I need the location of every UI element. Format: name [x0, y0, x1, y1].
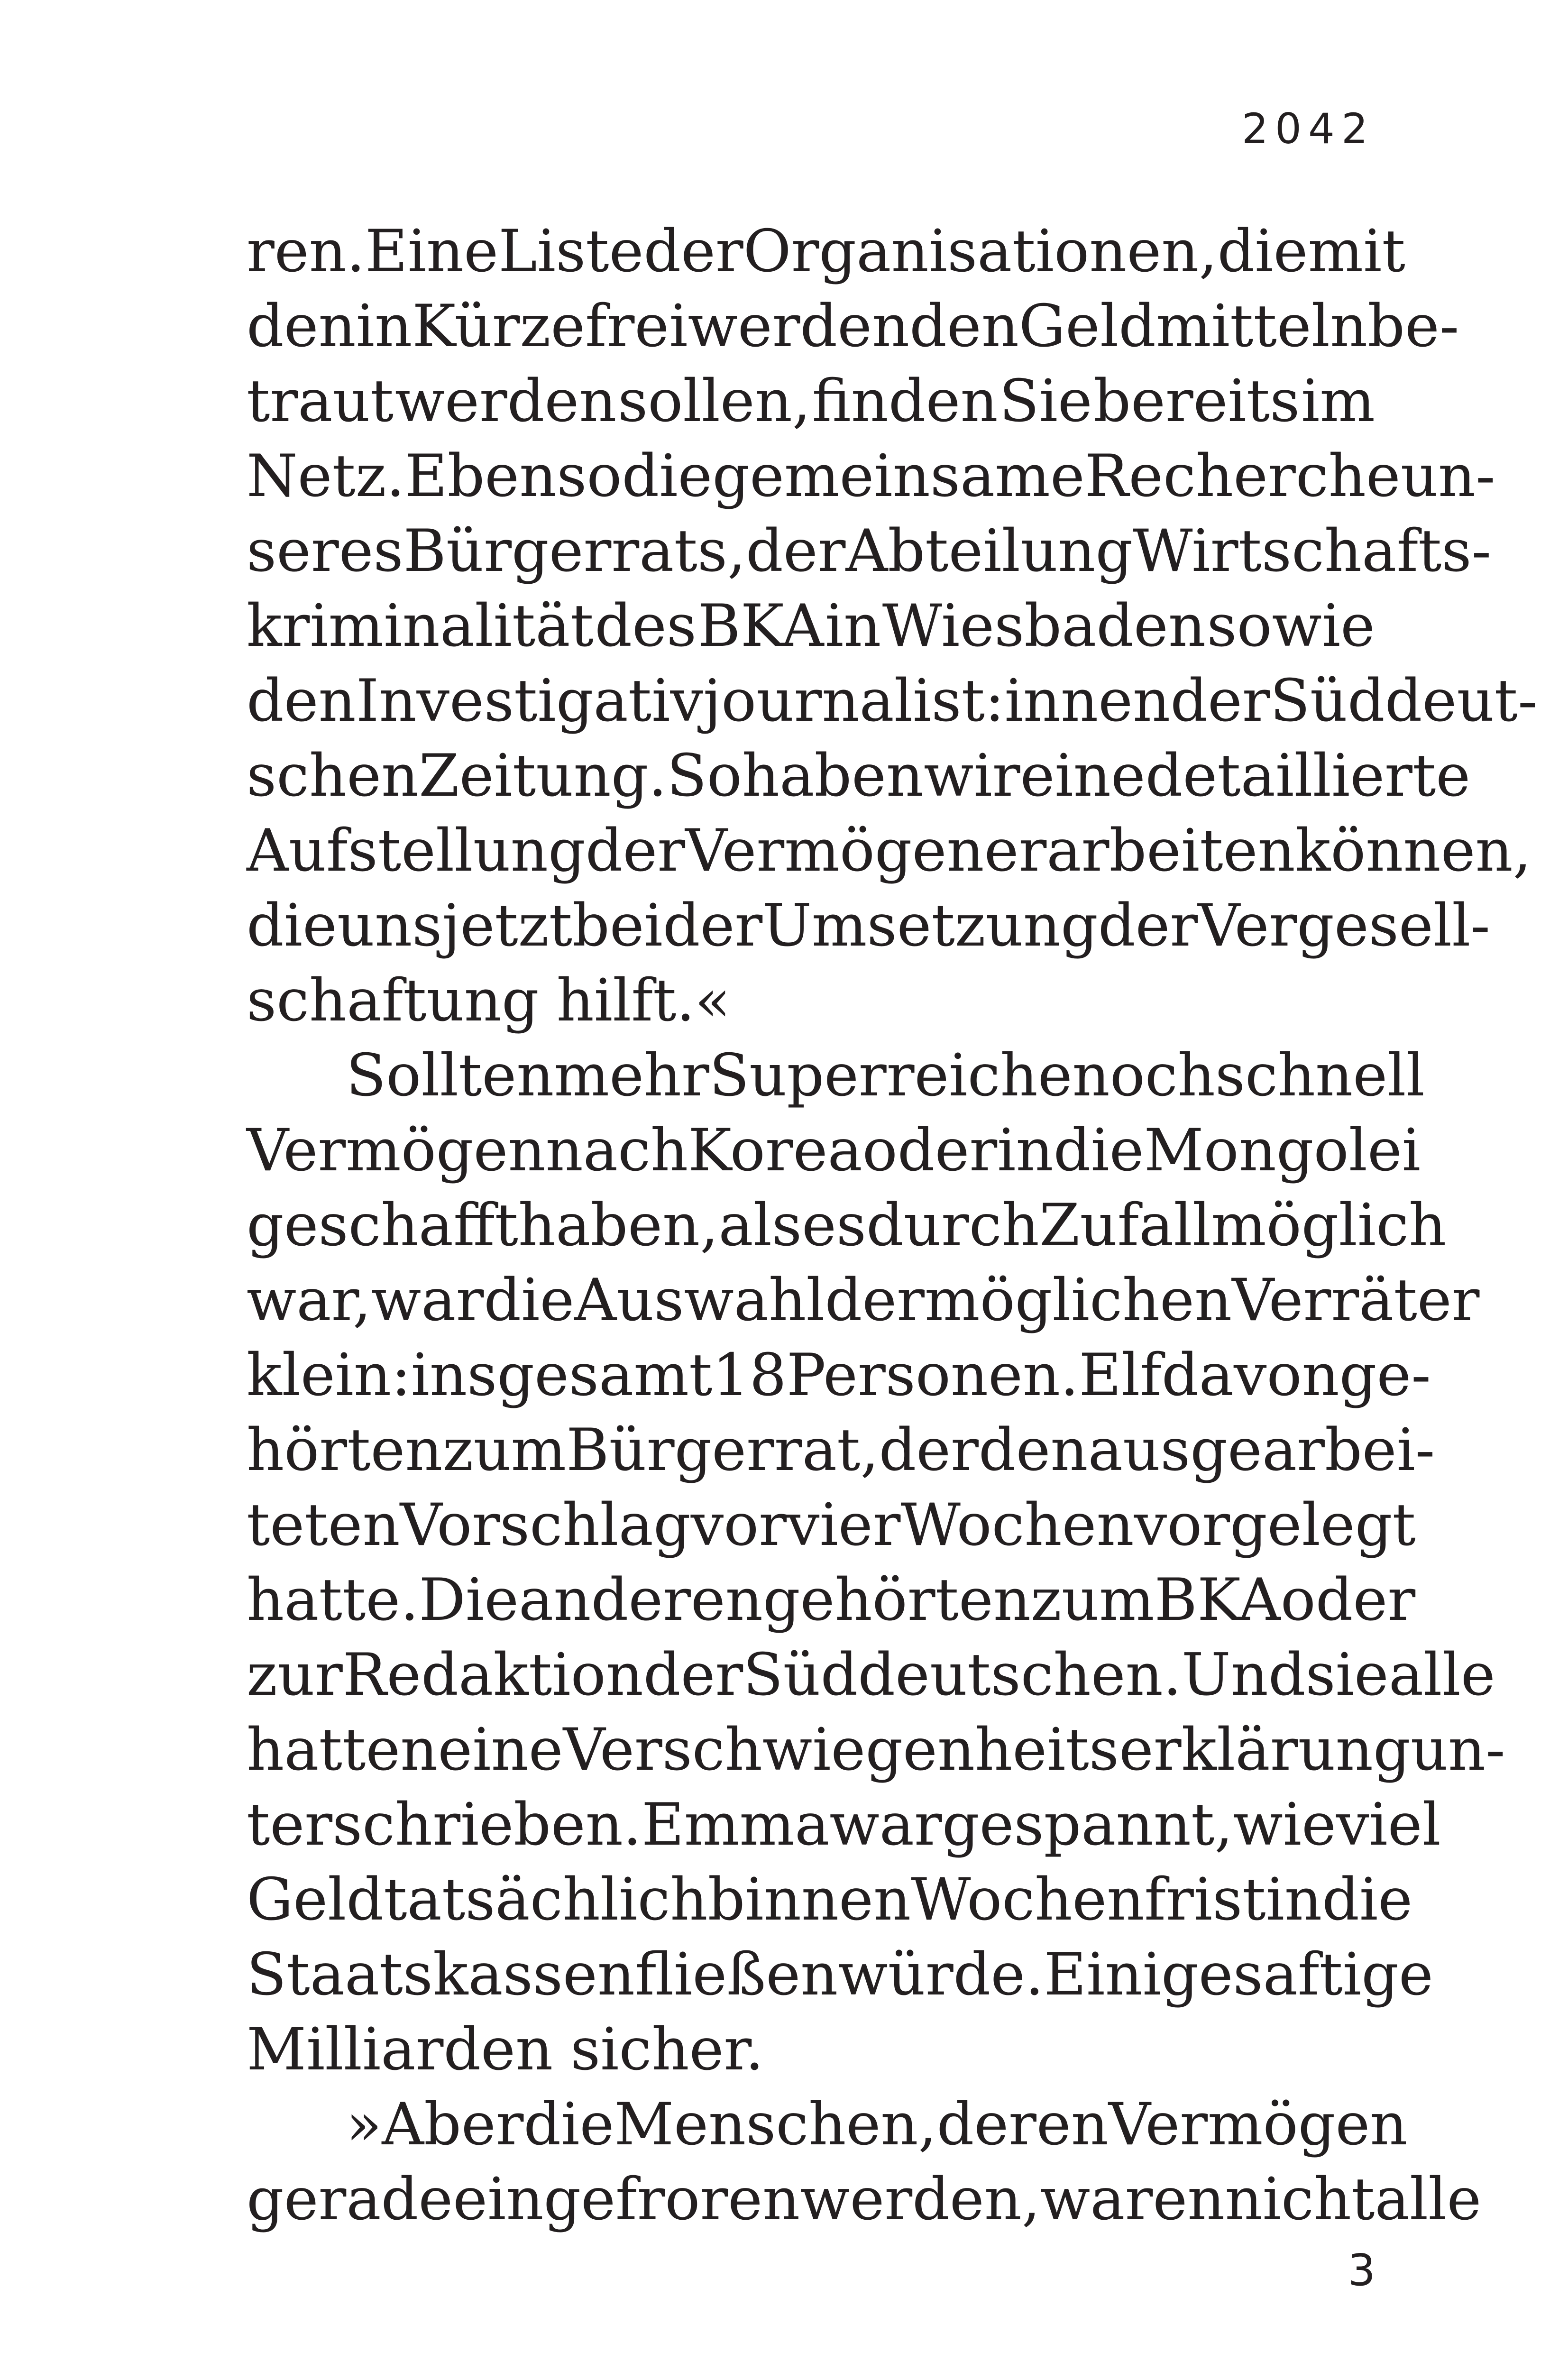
word: Zufall: [1039, 1192, 1211, 1259]
word: schen: [247, 742, 419, 810]
word: Verräter: [1232, 1267, 1480, 1334]
word: in: [825, 592, 881, 660]
word: würde.: [838, 1941, 1044, 2009]
text-line: [247, 1113, 1421, 1188]
text-line: [247, 1188, 1447, 1263]
word: 18: [712, 1342, 787, 1409]
word: im: [1301, 368, 1375, 435]
word: Süddeut-: [1270, 667, 1538, 735]
word: eine: [438, 1716, 563, 1784]
word: Vermögen: [1108, 2091, 1408, 2159]
word: sie: [1305, 1641, 1389, 1709]
text-line: [247, 1338, 1431, 1413]
text-line: [247, 1413, 1435, 1488]
word: Aufstellung: [247, 817, 586, 885]
word: Wochen: [900, 1491, 1134, 1559]
word: der: [746, 517, 846, 585]
text-line: [247, 1638, 1495, 1713]
word: bereits: [1093, 368, 1300, 435]
word: der: [1170, 667, 1270, 735]
word: hörten: [247, 1416, 443, 1484]
word: kriminalität: [247, 592, 594, 660]
word: als: [718, 1192, 802, 1259]
text-line: [247, 2013, 1375, 2087]
word: oder: [862, 1117, 998, 1185]
word: schnell: [1215, 1042, 1425, 1110]
word: Süddeutschen.: [743, 1641, 1182, 1709]
word: Investigativjournalist:innen: [356, 667, 1171, 735]
word: hatten: [247, 1716, 438, 1784]
word: anderen: [519, 1566, 763, 1634]
word: Eine: [365, 218, 499, 285]
word: in: [356, 293, 413, 360]
word: die: [1053, 1117, 1144, 1185]
word: können,: [1295, 817, 1531, 885]
word: gehörten: [762, 1566, 1031, 1634]
word: un-: [1410, 1716, 1505, 1784]
word: der: [585, 817, 686, 885]
word: Einige: [1044, 1941, 1233, 2009]
word: alle: [1375, 2166, 1482, 2233]
word: die: [1217, 218, 1308, 285]
word: tatsächlich: [384, 1866, 708, 1934]
word: Redaktion: [342, 1641, 643, 1709]
word: die: [622, 442, 713, 510]
word: Korea: [688, 1117, 862, 1185]
text-line: [247, 1788, 1441, 1863]
word: Milliarden: [247, 2016, 553, 2084]
word: wir: [924, 742, 1020, 810]
word: Geldmitteln: [1018, 293, 1368, 360]
word: hatte.: [247, 1566, 419, 1634]
word: waren: [1040, 2166, 1225, 2233]
word: der: [879, 1416, 979, 1484]
word: die: [523, 2091, 614, 2159]
word: mit: [1308, 218, 1405, 285]
body-text: [247, 214, 1538, 2237]
word: sollen,: [618, 368, 811, 435]
word: vier: [787, 1491, 901, 1559]
word: ausgearbei-: [1088, 1416, 1435, 1484]
word: Netz.: [247, 442, 405, 510]
text-line: [247, 214, 1405, 289]
word: war: [371, 1267, 484, 1334]
word: schaftung: [247, 967, 539, 1035]
word: Zeitung.: [419, 742, 667, 810]
word: binnen: [707, 1866, 911, 1934]
word: jetzt: [442, 892, 573, 960]
text-line: [247, 1488, 1416, 1563]
word: Wirtschafts-: [1133, 517, 1492, 585]
word: bei: [572, 892, 663, 960]
word: Personen.: [786, 1342, 1079, 1409]
word: in: [997, 1117, 1054, 1185]
word: Wiesbaden: [882, 592, 1206, 660]
text-line: [247, 364, 1375, 439]
word: ge-: [1339, 1342, 1431, 1409]
word: ren.: [247, 218, 365, 285]
word: möglich: [1211, 1192, 1447, 1259]
word: BKA: [1154, 1566, 1281, 1634]
word: durch: [866, 1192, 1039, 1259]
word: teten: [247, 1491, 400, 1559]
word: Elf: [1079, 1342, 1162, 1409]
word: alle: [1388, 1641, 1495, 1709]
word: Vorschlag: [400, 1491, 691, 1559]
word: Abteilung: [845, 517, 1133, 585]
text-line: [247, 2162, 1482, 2237]
word: un-: [1400, 442, 1495, 510]
running-title: 2042: [1242, 104, 1375, 153]
word: Vermögen: [685, 817, 984, 885]
word: Superreiche: [709, 1042, 1073, 1110]
word: fließen: [635, 1941, 838, 2009]
word: in: [1265, 1866, 1322, 1934]
word: war: [829, 1791, 942, 1859]
word: nach: [545, 1117, 688, 1185]
word: es: [802, 1192, 867, 1259]
word: zur: [247, 1641, 343, 1709]
text-line: [247, 889, 1490, 964]
word: uns: [337, 892, 442, 960]
page-number: 3: [1348, 2245, 1375, 2296]
word: der: [1098, 892, 1198, 960]
text-line: [247, 814, 1531, 889]
word: vorgelegt: [1134, 1491, 1416, 1559]
word: BKA: [697, 592, 824, 660]
word: zum: [1030, 1566, 1155, 1634]
text-line: [247, 439, 1495, 514]
word: gespannt,: [942, 1791, 1233, 1859]
word: oder: [1280, 1566, 1416, 1634]
word: der: [643, 218, 743, 285]
word: werden: [394, 368, 617, 435]
word: die: [247, 892, 337, 960]
word: die: [1322, 1866, 1413, 1934]
text-line: [247, 664, 1538, 739]
text-line: [247, 289, 1459, 364]
word: seres: [247, 517, 403, 585]
text-line: [247, 1713, 1505, 1788]
word: den: [978, 1416, 1088, 1484]
word: Emma: [642, 1791, 830, 1859]
word: möglichen: [924, 1267, 1232, 1334]
word: Vergesell-: [1198, 892, 1490, 960]
word: der: [662, 892, 763, 960]
word: davon: [1161, 1342, 1339, 1409]
word: Umsetzung: [762, 892, 1098, 960]
word: Sollten: [346, 1042, 554, 1110]
word: Bürgerrat,: [566, 1416, 879, 1484]
word: terschrieben.: [247, 1791, 642, 1859]
word: des: [595, 592, 697, 660]
word: freiwerdenden: [585, 293, 1019, 360]
word: detaillierte: [1145, 742, 1471, 810]
word: be-: [1367, 293, 1459, 360]
word: Staatskassen: [247, 1941, 635, 2009]
word: Kürze: [412, 293, 586, 360]
word: werden,: [800, 2166, 1040, 2233]
word: finden: [812, 368, 998, 435]
text-line: [247, 1938, 1433, 2013]
text-line: [247, 1263, 1480, 1338]
word: eine: [1020, 742, 1146, 810]
word: die: [484, 1267, 575, 1334]
word: Auswahl: [574, 1267, 825, 1334]
word: Sie: [999, 368, 1092, 435]
word: gemeinsame: [712, 442, 1085, 510]
word: viel: [1336, 1791, 1441, 1859]
word: zum: [442, 1416, 567, 1484]
word: hilft.«: [556, 967, 731, 1035]
word: »Aber: [346, 2091, 524, 2159]
word: Bürgerrats,: [403, 517, 746, 585]
word: sicher.: [570, 2016, 764, 2084]
word: noch: [1072, 1042, 1215, 1110]
word: Menschen,: [614, 2091, 937, 2159]
word: war,: [247, 1267, 371, 1334]
text-line: [247, 589, 1375, 664]
word: saftige: [1233, 1941, 1433, 2009]
word: traut: [247, 368, 394, 435]
text-line: [247, 2087, 1408, 2162]
word: Mongolei: [1144, 1117, 1421, 1185]
word: sowie: [1207, 592, 1375, 660]
word: erarbeiten: [984, 817, 1295, 885]
word: klein:: [247, 1342, 411, 1409]
word: eingefroren: [453, 2166, 800, 2233]
text-line: [247, 1863, 1413, 1938]
word: Organisationen,: [743, 218, 1218, 285]
word: Recherche: [1084, 442, 1401, 510]
word: So: [667, 742, 742, 810]
word: geschafft: [247, 1192, 518, 1259]
word: Geld: [247, 1866, 384, 1934]
text-line: [247, 739, 1471, 814]
word: insgesamt: [411, 1342, 713, 1409]
word: den: [247, 667, 356, 735]
word: haben,: [518, 1192, 719, 1259]
text-line: [247, 964, 1375, 1038]
text-line: [247, 1038, 1425, 1113]
text-line: [247, 514, 1492, 589]
word: wie: [1233, 1791, 1336, 1859]
word: vor: [690, 1491, 787, 1559]
word: gerade: [247, 2166, 453, 2233]
word: Vermögen: [247, 1117, 546, 1185]
word: Wochenfrist: [911, 1866, 1266, 1934]
word: haben: [742, 742, 924, 810]
word: deren: [936, 2091, 1109, 2159]
word: nicht: [1225, 2166, 1375, 2233]
word: Liste: [498, 218, 644, 285]
word: der: [643, 1641, 743, 1709]
word: der: [825, 1267, 925, 1334]
word: Und: [1181, 1641, 1306, 1709]
word: Die: [419, 1566, 519, 1634]
word: Ebenso: [404, 442, 622, 510]
word: mehr: [554, 1042, 709, 1110]
word: Verschwiegenheitserklärung: [563, 1716, 1411, 1784]
word: den: [247, 293, 356, 360]
text-line: [247, 1563, 1416, 1638]
